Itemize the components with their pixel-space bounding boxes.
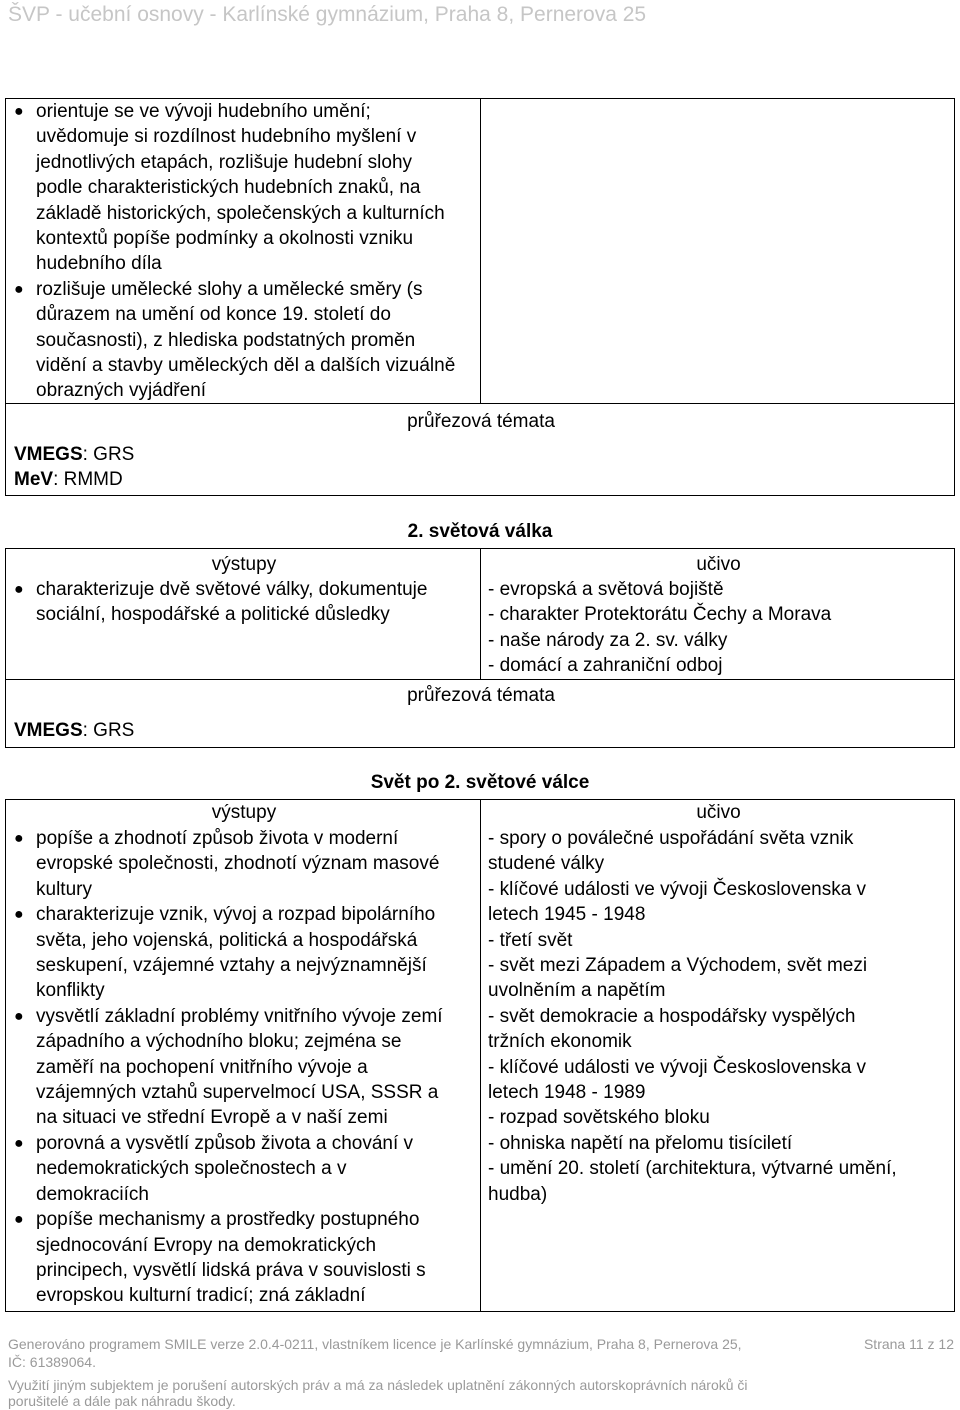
cross-topics-label: průřezová témata: [407, 685, 555, 706]
list-item: studené války: [488, 853, 605, 875]
tag-vmegs: VMEGS: GRS: [14, 444, 135, 465]
list-item: ● vysvětlí základní problémy vnitřního vývoje zemí západního a východního bloku; zejména se zaměří na pochopení vnitřního vývoje a vzájemných vztahů supervelmocí USA, SSSR a na situaci ve střední Evropě a v naší zemi: [14, 1005, 443, 1129]
list-item: ● charakterizuje dvě světové války, dokumentuje sociální, hospodářské a politické důsledky: [14, 579, 428, 626]
block1-content-cell: [480, 98, 955, 404]
page-header-title: ŠVP - učební osnovy - Karlínské gymnázium, Praha 8, Pernerova 25: [8, 3, 647, 26]
block1-outputs-list: [10, 99, 458, 404]
block1-cross-cell: [5, 403, 955, 496]
outputs-label: výstupy: [211, 554, 277, 575]
block2-content-cell: [480, 548, 955, 680]
list-item: letech 1945 - 1948: [488, 904, 646, 926]
tag-mev: MeV: RMMD: [14, 469, 123, 491]
list-item: - naše národy za 2. sv. války: [488, 629, 728, 651]
footer-copyright-line2: porušitelé a dále pak náhradu škody.: [8, 1393, 236, 1409]
bullet-icon: ●: [14, 581, 24, 598]
list-item: - spory o poválečné uspořádání světa vznik: [488, 828, 854, 849]
bullet-icon: ●: [14, 280, 24, 298]
list-item: - svět mezi Západem a Východem, svět mezi: [488, 955, 868, 977]
list-item: - rozpad sovětského bloku: [488, 1107, 710, 1129]
list-item: ● charakterizuje vznik, vývoj a rozpad bipolárního světa, jeho vojenská, politická a hospodářská seskupení, vzájemné vztahy a nejvýznamnější konflikty: [14, 904, 436, 1002]
block2-outputs-cell: [5, 548, 481, 680]
section-title: Svět po 2. světové válce: [370, 772, 590, 793]
block3-content-list: [488, 826, 897, 1207]
list-item: hudba): [488, 1183, 548, 1205]
bullet-icon: ●: [14, 1134, 24, 1152]
bullet-icon: ●: [14, 830, 24, 847]
list-item: ● popíše a zhodnotí způsob života v moderní evropské společnosti, zhodnotí význam masové kultury: [14, 828, 440, 900]
block3-outputs-cell: [5, 799, 481, 1312]
bullet-icon: ●: [14, 906, 24, 924]
tag-vmegs: VMEGS: GRS: [14, 720, 135, 741]
footer-generated: Generováno programem SMILE verze 2.0.4-0211, vlastníkem licence je Karlínské gymnázium, Praha 8, Pernerova 25,: [8, 1336, 742, 1352]
list-item: ● orientuje se ve vývoji hudebního umění; uvědomuje si rozdílnost hudebního myšlení v jednotlivých etapách, rozlišuje hudební slohy podle charakteristických hudebních znaků, na základě historických, společenských a kulturních kontextů popíše podmínky a okolnosti vzniku hudebního díla: [14, 101, 445, 275]
list-item: ● porovná a vysvětlí způsob života a chování v nedemokratických společnostech a v demokraciích: [14, 1132, 414, 1205]
content-label: učivo: [696, 554, 741, 575]
list-item: - domácí a zahraniční odboj: [488, 655, 723, 677]
block2-cross-cell: [5, 679, 955, 748]
list-item: - ohniska napětí na přelomu tisíciletí: [488, 1132, 793, 1154]
footer-page-number: Strana 11 z 12: [863, 1336, 954, 1352]
list-item: - klíčové události ve vývoji Československa v: [488, 1056, 867, 1078]
bullet-icon: ●: [14, 1211, 24, 1229]
outputs-label: výstupy: [211, 802, 277, 823]
list-item: - třetí svět: [488, 929, 573, 951]
list-item: - svět demokracie a hospodářsky vyspělých: [488, 1005, 856, 1027]
cross-topics-tags: [14, 442, 134, 493]
bullet-icon: ●: [14, 103, 24, 120]
list-item: - umění 20. století (architektura, výtvarné umění,: [488, 1158, 897, 1180]
list-item: ● rozlišuje umělecké slohy a umělecké směry (s důrazem na umění od konce 19. století do současnosti), z hlediska podstatných proměn vidění a stavby uměleckých děl a dalších vizuálně obrazných vyjádření: [14, 278, 456, 402]
block2-outputs-list: [10, 577, 470, 628]
list-item: - klíčové události ve vývoji Československa v: [488, 878, 867, 900]
cross-topics-label: průřezová témata: [407, 411, 555, 432]
footer-ic: IČ: 61389064.: [8, 1354, 96, 1370]
list-item: ● popíše mechanismy a prostředky postupného sjednocování Evropy na demokratických principech, vysvětlí lidská práva v souvislosti s evropskou kulturní tradicí; zná základní: [14, 1209, 426, 1307]
list-item: - charakter Protektorátu Čechy a Morava: [488, 604, 832, 626]
block3-outputs-list: [10, 826, 450, 1309]
cross-topics-tags: [14, 718, 134, 743]
list-item: letech 1948 - 1989: [488, 1082, 646, 1104]
bullet-icon: ●: [14, 1007, 24, 1025]
block2-content-list: [488, 577, 831, 679]
list-item: uvolněním a napětím: [488, 980, 666, 1002]
list-item: - evropská a světová bojiště: [488, 579, 724, 600]
block1-outputs-cell: [5, 98, 481, 404]
content-label: učivo: [696, 802, 741, 823]
block3-content-cell: [480, 799, 955, 1312]
list-item: tržních ekonomik: [488, 1031, 632, 1053]
footer-copyright-line1: Využití jiným subjektem je porušení autorských práv a má za následek uplatnění zákonných autorskoprávních nároků či: [8, 1377, 748, 1393]
section-title: 2. světová válka: [407, 521, 553, 542]
